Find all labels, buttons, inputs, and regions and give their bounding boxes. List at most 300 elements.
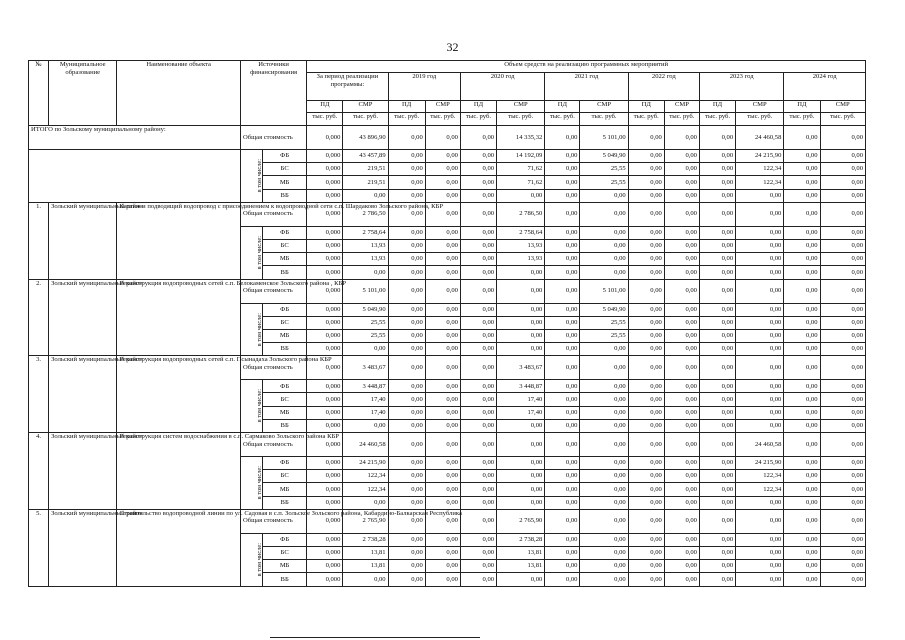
value-cell: 0,00 [545, 496, 580, 509]
value-cell: 0,00 [628, 483, 664, 496]
value-cell: 0,00 [545, 163, 580, 176]
total-value-cell: 0,00 [664, 433, 699, 457]
value-cell: 3 448,87 [343, 380, 388, 393]
unit-header: тыс. руб. [736, 113, 784, 126]
total-value-cell: 0,00 [425, 279, 460, 303]
value-cell: 0,00 [460, 406, 496, 419]
unit-header: тыс. руб. [628, 113, 664, 126]
pd-header: ПД [388, 101, 425, 113]
total-value-cell: 0,00 [580, 356, 628, 380]
unit-header: тыс. руб. [307, 113, 343, 126]
value-cell: 0,00 [699, 560, 735, 573]
total-cost-label: Общая стоимость [240, 509, 306, 533]
value-cell: 0,00 [388, 496, 425, 509]
value-cell: 0,00 [497, 343, 545, 356]
value-cell: 0,00 [425, 329, 460, 342]
value-cell: 0,00 [343, 343, 388, 356]
value-cell: 0,00 [545, 573, 580, 586]
total-value-cell: 5 101,00 [580, 279, 628, 303]
value-cell: 0,00 [460, 573, 496, 586]
row-number: 1. [29, 202, 49, 279]
value-cell: 0,000 [307, 573, 343, 586]
value-cell: 71,62 [497, 163, 545, 176]
value-cell: 2 738,28 [497, 533, 545, 546]
value-cell: 0,00 [820, 496, 865, 509]
value-cell: 0,00 [784, 470, 820, 483]
table-body [29, 126, 866, 587]
source-code-cell: БС [263, 239, 307, 252]
value-cell: 0,00 [545, 546, 580, 559]
total-cost-label: Общая стоимость [240, 202, 306, 226]
total-value-cell: 0,00 [736, 509, 784, 533]
total-value-cell: 0,00 [497, 433, 545, 457]
value-cell: 0,00 [664, 393, 699, 406]
value-cell: 0,000 [307, 470, 343, 483]
total-value-cell: 0,00 [545, 356, 580, 380]
value-cell: 0,00 [784, 457, 820, 470]
value-cell: 0,00 [545, 303, 580, 316]
value-cell: 0,00 [736, 560, 784, 573]
unit-header: тыс. руб. [497, 113, 545, 126]
total-value-cell: 0,000 [307, 279, 343, 303]
value-cell: 0,00 [628, 253, 664, 266]
total-value-cell: 0,00 [664, 509, 699, 533]
value-cell: 0,00 [388, 533, 425, 546]
value-cell: 0,000 [307, 303, 343, 316]
total-value-cell: 0,00 [784, 356, 820, 380]
value-cell: 0,00 [664, 380, 699, 393]
value-cell: 0,00 [460, 266, 496, 279]
in-total-vertical-label [240, 226, 262, 279]
value-cell: 0,00 [820, 226, 865, 239]
value-cell: 0,00 [460, 419, 496, 432]
object-row [29, 202, 866, 226]
value-cell: 0,00 [699, 483, 735, 496]
total-value-cell: 2 786,50 [343, 202, 388, 226]
object-name-cell: Реконструкция водопроводных сетей с.п. Белокаменское Зольского района , КБР [117, 279, 241, 356]
source-code-cell: БС [263, 316, 307, 329]
value-cell: 0,00 [388, 253, 425, 266]
value-cell: 0,00 [497, 496, 545, 509]
value-cell: 0,00 [699, 303, 735, 316]
in-total-vertical-label [240, 457, 262, 510]
source-code-cell: МБ [263, 329, 307, 342]
value-cell: 122,34 [736, 176, 784, 189]
value-cell: 0,00 [736, 419, 784, 432]
value-cell: 0,00 [425, 150, 460, 163]
value-cell: 0,00 [425, 316, 460, 329]
value-cell: 0,00 [580, 457, 628, 470]
value-cell: 0,00 [580, 560, 628, 573]
total-value-cell: 43 896,90 [343, 126, 388, 150]
value-cell: 0,00 [388, 226, 425, 239]
value-cell: 13,93 [343, 239, 388, 252]
total-value-cell: 0,00 [580, 433, 628, 457]
value-cell: 0,00 [699, 496, 735, 509]
value-cell: 0,00 [497, 470, 545, 483]
value-cell: 0,000 [307, 533, 343, 546]
value-cell: 0,00 [343, 419, 388, 432]
value-cell: 0,00 [628, 496, 664, 509]
value-cell: 0,00 [699, 533, 735, 546]
value-cell: 0,00 [343, 573, 388, 586]
value-cell: 13,81 [497, 546, 545, 559]
value-cell: 0,00 [425, 189, 460, 202]
value-cell: 0,00 [664, 163, 699, 176]
value-cell: 0,00 [628, 163, 664, 176]
value-cell: 0,00 [628, 560, 664, 573]
total-cost-label: Общая стоимость [240, 433, 306, 457]
value-cell: 0,000 [307, 380, 343, 393]
object-row [29, 509, 866, 533]
value-cell: 0,00 [784, 163, 820, 176]
value-cell: 17,40 [343, 393, 388, 406]
value-cell: 0,00 [784, 226, 820, 239]
value-cell: 0,00 [388, 303, 425, 316]
value-cell: 0,00 [580, 266, 628, 279]
smr-header: СМР [820, 101, 865, 113]
value-cell: 0,00 [628, 393, 664, 406]
value-cell: 0,00 [425, 419, 460, 432]
value-cell: 24 215,90 [736, 150, 784, 163]
source-code-cell: МБ [263, 176, 307, 189]
value-cell: 0,00 [699, 380, 735, 393]
value-cell: 0,00 [628, 303, 664, 316]
value-cell: 122,34 [343, 470, 388, 483]
value-cell: 0,00 [784, 239, 820, 252]
value-cell: 0,00 [460, 483, 496, 496]
value-cell: 13,81 [343, 546, 388, 559]
value-cell: 0,00 [545, 253, 580, 266]
value-cell: 0,00 [736, 316, 784, 329]
value-cell: 0,00 [699, 266, 735, 279]
value-cell: 0,000 [307, 393, 343, 406]
unit-header: тыс. руб. [545, 113, 580, 126]
value-cell: 71,62 [497, 176, 545, 189]
object-row [29, 433, 866, 457]
in-total-vertical-label [240, 303, 262, 356]
value-cell: 0,00 [460, 189, 496, 202]
value-cell: 0,000 [307, 253, 343, 266]
value-cell: 0,00 [388, 419, 425, 432]
total-value-cell: 3 483,67 [343, 356, 388, 380]
value-cell: 17,40 [497, 406, 545, 419]
total-value-cell: 0,00 [784, 126, 820, 150]
value-cell: 0,00 [628, 380, 664, 393]
unit-header: тыс. руб. [425, 113, 460, 126]
value-cell: 0,00 [664, 239, 699, 252]
value-cell: 0,00 [388, 560, 425, 573]
value-cell: 0,000 [307, 239, 343, 252]
total-value-cell: 0,00 [545, 433, 580, 457]
value-cell: 0,00 [425, 393, 460, 406]
source-code-cell: ВБ [263, 496, 307, 509]
value-cell: 0,00 [460, 226, 496, 239]
smr-header: СМР [580, 101, 628, 113]
source-code-cell: ФБ [263, 457, 307, 470]
value-cell: 0,00 [736, 303, 784, 316]
value-cell: 0,00 [699, 329, 735, 342]
value-cell: 0,00 [580, 533, 628, 546]
value-cell: 0,00 [664, 266, 699, 279]
value-cell: 24 215,90 [343, 457, 388, 470]
year-header: 2020 год [460, 73, 544, 101]
value-cell: 0,00 [628, 457, 664, 470]
source-code-cell: БС [263, 163, 307, 176]
grand-total-label: ИТОГО по Зольскому муниципальному району: [29, 126, 241, 150]
total-value-cell: 0,00 [388, 279, 425, 303]
value-cell: 5 049,90 [580, 150, 628, 163]
col-financing-header: Источники финансирования [240, 61, 306, 126]
municipality-cell: Зольский муниципальный район [49, 433, 117, 510]
value-cell: 0,00 [343, 189, 388, 202]
value-cell: 0,00 [664, 483, 699, 496]
total-value-cell: 0,00 [820, 279, 865, 303]
value-cell: 25,55 [580, 163, 628, 176]
value-cell: 0,000 [307, 266, 343, 279]
in-total-vertical-label [240, 533, 262, 586]
value-cell: 0,00 [736, 343, 784, 356]
value-cell: 0,00 [628, 150, 664, 163]
total-value-cell: 0,00 [699, 126, 735, 150]
object-row [29, 356, 866, 380]
value-cell: 219,51 [343, 163, 388, 176]
value-cell: 0,00 [664, 226, 699, 239]
value-cell: 0,00 [664, 253, 699, 266]
value-cell: 0,00 [736, 406, 784, 419]
value-cell: 0,00 [820, 393, 865, 406]
value-cell: 0,00 [460, 457, 496, 470]
value-cell: 0,000 [307, 483, 343, 496]
value-cell: 0,00 [699, 393, 735, 406]
unit-header: тыс. руб. [664, 113, 699, 126]
value-cell: 0,00 [545, 226, 580, 239]
unit-header: тыс. руб. [343, 113, 388, 126]
total-value-cell: 0,00 [736, 202, 784, 226]
value-cell: 0,00 [425, 266, 460, 279]
value-cell: 0,00 [460, 150, 496, 163]
value-cell: 0,00 [388, 189, 425, 202]
value-cell: 0,000 [307, 419, 343, 432]
row-number: 5. [29, 509, 49, 586]
value-cell: 0,00 [699, 546, 735, 559]
value-cell: 0,00 [580, 189, 628, 202]
value-cell: 0,00 [580, 419, 628, 432]
total-value-cell: 0,00 [628, 279, 664, 303]
value-cell: 0,00 [699, 457, 735, 470]
value-cell: 17,40 [497, 393, 545, 406]
value-cell: 0,00 [545, 457, 580, 470]
value-cell: 0,00 [699, 253, 735, 266]
value-cell: 0,00 [820, 457, 865, 470]
object-row [29, 279, 866, 303]
value-cell: 0,00 [664, 316, 699, 329]
value-cell: 0,00 [388, 329, 425, 342]
total-value-cell: 0,00 [628, 356, 664, 380]
total-value-cell: 0,00 [699, 356, 735, 380]
value-cell: 0,00 [425, 176, 460, 189]
object-name-cell: Реконструкция систем водоснабжения в с.п. Сармаково Зольского района КБР [117, 433, 241, 510]
value-cell: 0,000 [307, 176, 343, 189]
total-value-cell: 2 765,90 [343, 509, 388, 533]
value-cell: 0,00 [820, 239, 865, 252]
total-value-cell: 0,00 [699, 202, 735, 226]
value-cell: 25,55 [343, 329, 388, 342]
municipality-cell: Зольский муниципальный район [49, 202, 117, 279]
value-cell: 0,00 [664, 560, 699, 573]
total-value-cell: 0,00 [388, 509, 425, 533]
total-value-cell: 0,00 [545, 202, 580, 226]
value-cell: 0,00 [580, 253, 628, 266]
smr-header: СМР [497, 101, 545, 113]
value-cell: 0,00 [497, 303, 545, 316]
value-cell: 0,00 [820, 163, 865, 176]
total-value-cell: 0,00 [460, 279, 496, 303]
total-value-cell: 0,00 [664, 126, 699, 150]
pd-header: ПД [307, 101, 343, 113]
value-cell: 122,34 [343, 483, 388, 496]
value-cell: 0,00 [388, 239, 425, 252]
value-cell: 0,00 [628, 533, 664, 546]
value-cell: 0,00 [545, 239, 580, 252]
value-cell: 0,00 [388, 380, 425, 393]
value-cell: 0,00 [388, 483, 425, 496]
total-value-cell: 0,00 [784, 509, 820, 533]
value-cell: 0,00 [699, 316, 735, 329]
value-cell: 0,00 [784, 533, 820, 546]
col-no-header: № [29, 61, 49, 126]
value-cell: 0,00 [425, 239, 460, 252]
value-cell: 0,00 [545, 533, 580, 546]
value-cell: 0,00 [664, 329, 699, 342]
total-value-cell: 0,00 [388, 126, 425, 150]
value-cell: 0,00 [736, 239, 784, 252]
value-cell: 0,00 [460, 316, 496, 329]
value-cell: 0,00 [425, 560, 460, 573]
value-cell: 0,00 [820, 419, 865, 432]
value-cell: 0,00 [388, 546, 425, 559]
value-cell: 0,00 [820, 150, 865, 163]
source-code-cell: ФБ [263, 533, 307, 546]
page-number: 32 [446, 40, 459, 54]
value-cell: 0,00 [497, 419, 545, 432]
value-cell: 0,00 [628, 329, 664, 342]
value-cell: 0,000 [307, 343, 343, 356]
value-cell: 122,34 [736, 470, 784, 483]
grand-total-row [29, 126, 866, 150]
total-value-cell: 0,00 [425, 433, 460, 457]
value-cell: 0,00 [820, 253, 865, 266]
total-value-cell: 0,000 [307, 356, 343, 380]
value-cell: 0,00 [784, 406, 820, 419]
total-value-cell: 0,00 [425, 509, 460, 533]
in-total-label-text: в том числе: [255, 235, 263, 270]
value-cell: 0,000 [307, 150, 343, 163]
total-value-cell: 0,00 [784, 202, 820, 226]
value-cell: 0,00 [736, 253, 784, 266]
in-total-label-text: в том числе: [255, 542, 263, 577]
value-cell: 0,00 [545, 406, 580, 419]
value-cell: 0,00 [425, 226, 460, 239]
in-total-vertical-label [240, 380, 262, 433]
unit-header: тыс. руб. [820, 113, 865, 126]
value-cell: 0,00 [628, 316, 664, 329]
pd-header: ПД [545, 101, 580, 113]
value-cell: 0,00 [425, 533, 460, 546]
budget-table [28, 60, 866, 587]
value-cell: 0,00 [820, 316, 865, 329]
unit-header: тыс. руб. [784, 113, 820, 126]
value-cell: 0,00 [388, 343, 425, 356]
value-cell: 0,00 [388, 573, 425, 586]
smr-header: СМР [343, 101, 388, 113]
unit-header: тыс. руб. [580, 113, 628, 126]
value-cell: 0,00 [425, 253, 460, 266]
value-cell: 0,00 [545, 176, 580, 189]
total-value-cell: 0,00 [628, 126, 664, 150]
row-number: 4. [29, 433, 49, 510]
row-number: 2. [29, 279, 49, 356]
value-cell: 0,00 [388, 393, 425, 406]
value-cell: 0,00 [460, 343, 496, 356]
value-cell: 0,00 [736, 266, 784, 279]
value-cell: 0,00 [460, 253, 496, 266]
value-cell: 0,00 [820, 533, 865, 546]
total-value-cell: 0,000 [307, 433, 343, 457]
total-value-cell: 0,00 [820, 433, 865, 457]
value-cell: 0,00 [460, 176, 496, 189]
value-cell: 0,00 [388, 470, 425, 483]
value-cell: 0,00 [388, 150, 425, 163]
value-cell: 0,00 [784, 253, 820, 266]
total-cost-label: Общая стоимость [240, 126, 306, 150]
value-cell: 0,00 [628, 189, 664, 202]
value-cell: 2 758,64 [343, 226, 388, 239]
municipality-cell: Зольский муниципальный район [49, 356, 117, 433]
total-value-cell: 2 765,90 [497, 509, 545, 533]
value-cell: 0,00 [545, 560, 580, 573]
value-cell: 0,000 [307, 457, 343, 470]
total-value-cell: 0,00 [580, 202, 628, 226]
value-cell: 0,00 [784, 343, 820, 356]
value-cell: 0,00 [699, 573, 735, 586]
period-header: За период реализации программы: [307, 73, 388, 101]
municipality-cell: Зольский муниципальный район [49, 509, 117, 586]
value-cell: 24 215,90 [736, 457, 784, 470]
value-cell: 0,00 [820, 329, 865, 342]
value-cell: 0,000 [307, 226, 343, 239]
value-cell: 0,00 [580, 226, 628, 239]
value-cell: 0,00 [628, 226, 664, 239]
value-cell: 0,00 [699, 163, 735, 176]
year-header: 2024 год [784, 73, 866, 101]
value-cell: 0,00 [664, 533, 699, 546]
value-cell: 0,00 [343, 266, 388, 279]
value-cell: 0,00 [736, 329, 784, 342]
value-cell: 0,00 [628, 573, 664, 586]
total-value-cell: 14 335,32 [497, 126, 545, 150]
total-value-cell: 0,00 [388, 433, 425, 457]
pd-header: ПД [628, 101, 664, 113]
col-municipality-header: Муниципальное образование [49, 61, 117, 126]
value-cell: 0,00 [664, 419, 699, 432]
value-cell: 0,00 [664, 573, 699, 586]
value-cell: 0,00 [545, 380, 580, 393]
value-cell: 0,00 [545, 329, 580, 342]
value-cell: 0,00 [425, 483, 460, 496]
value-cell: 0,00 [425, 406, 460, 419]
value-cell: 0,00 [628, 266, 664, 279]
